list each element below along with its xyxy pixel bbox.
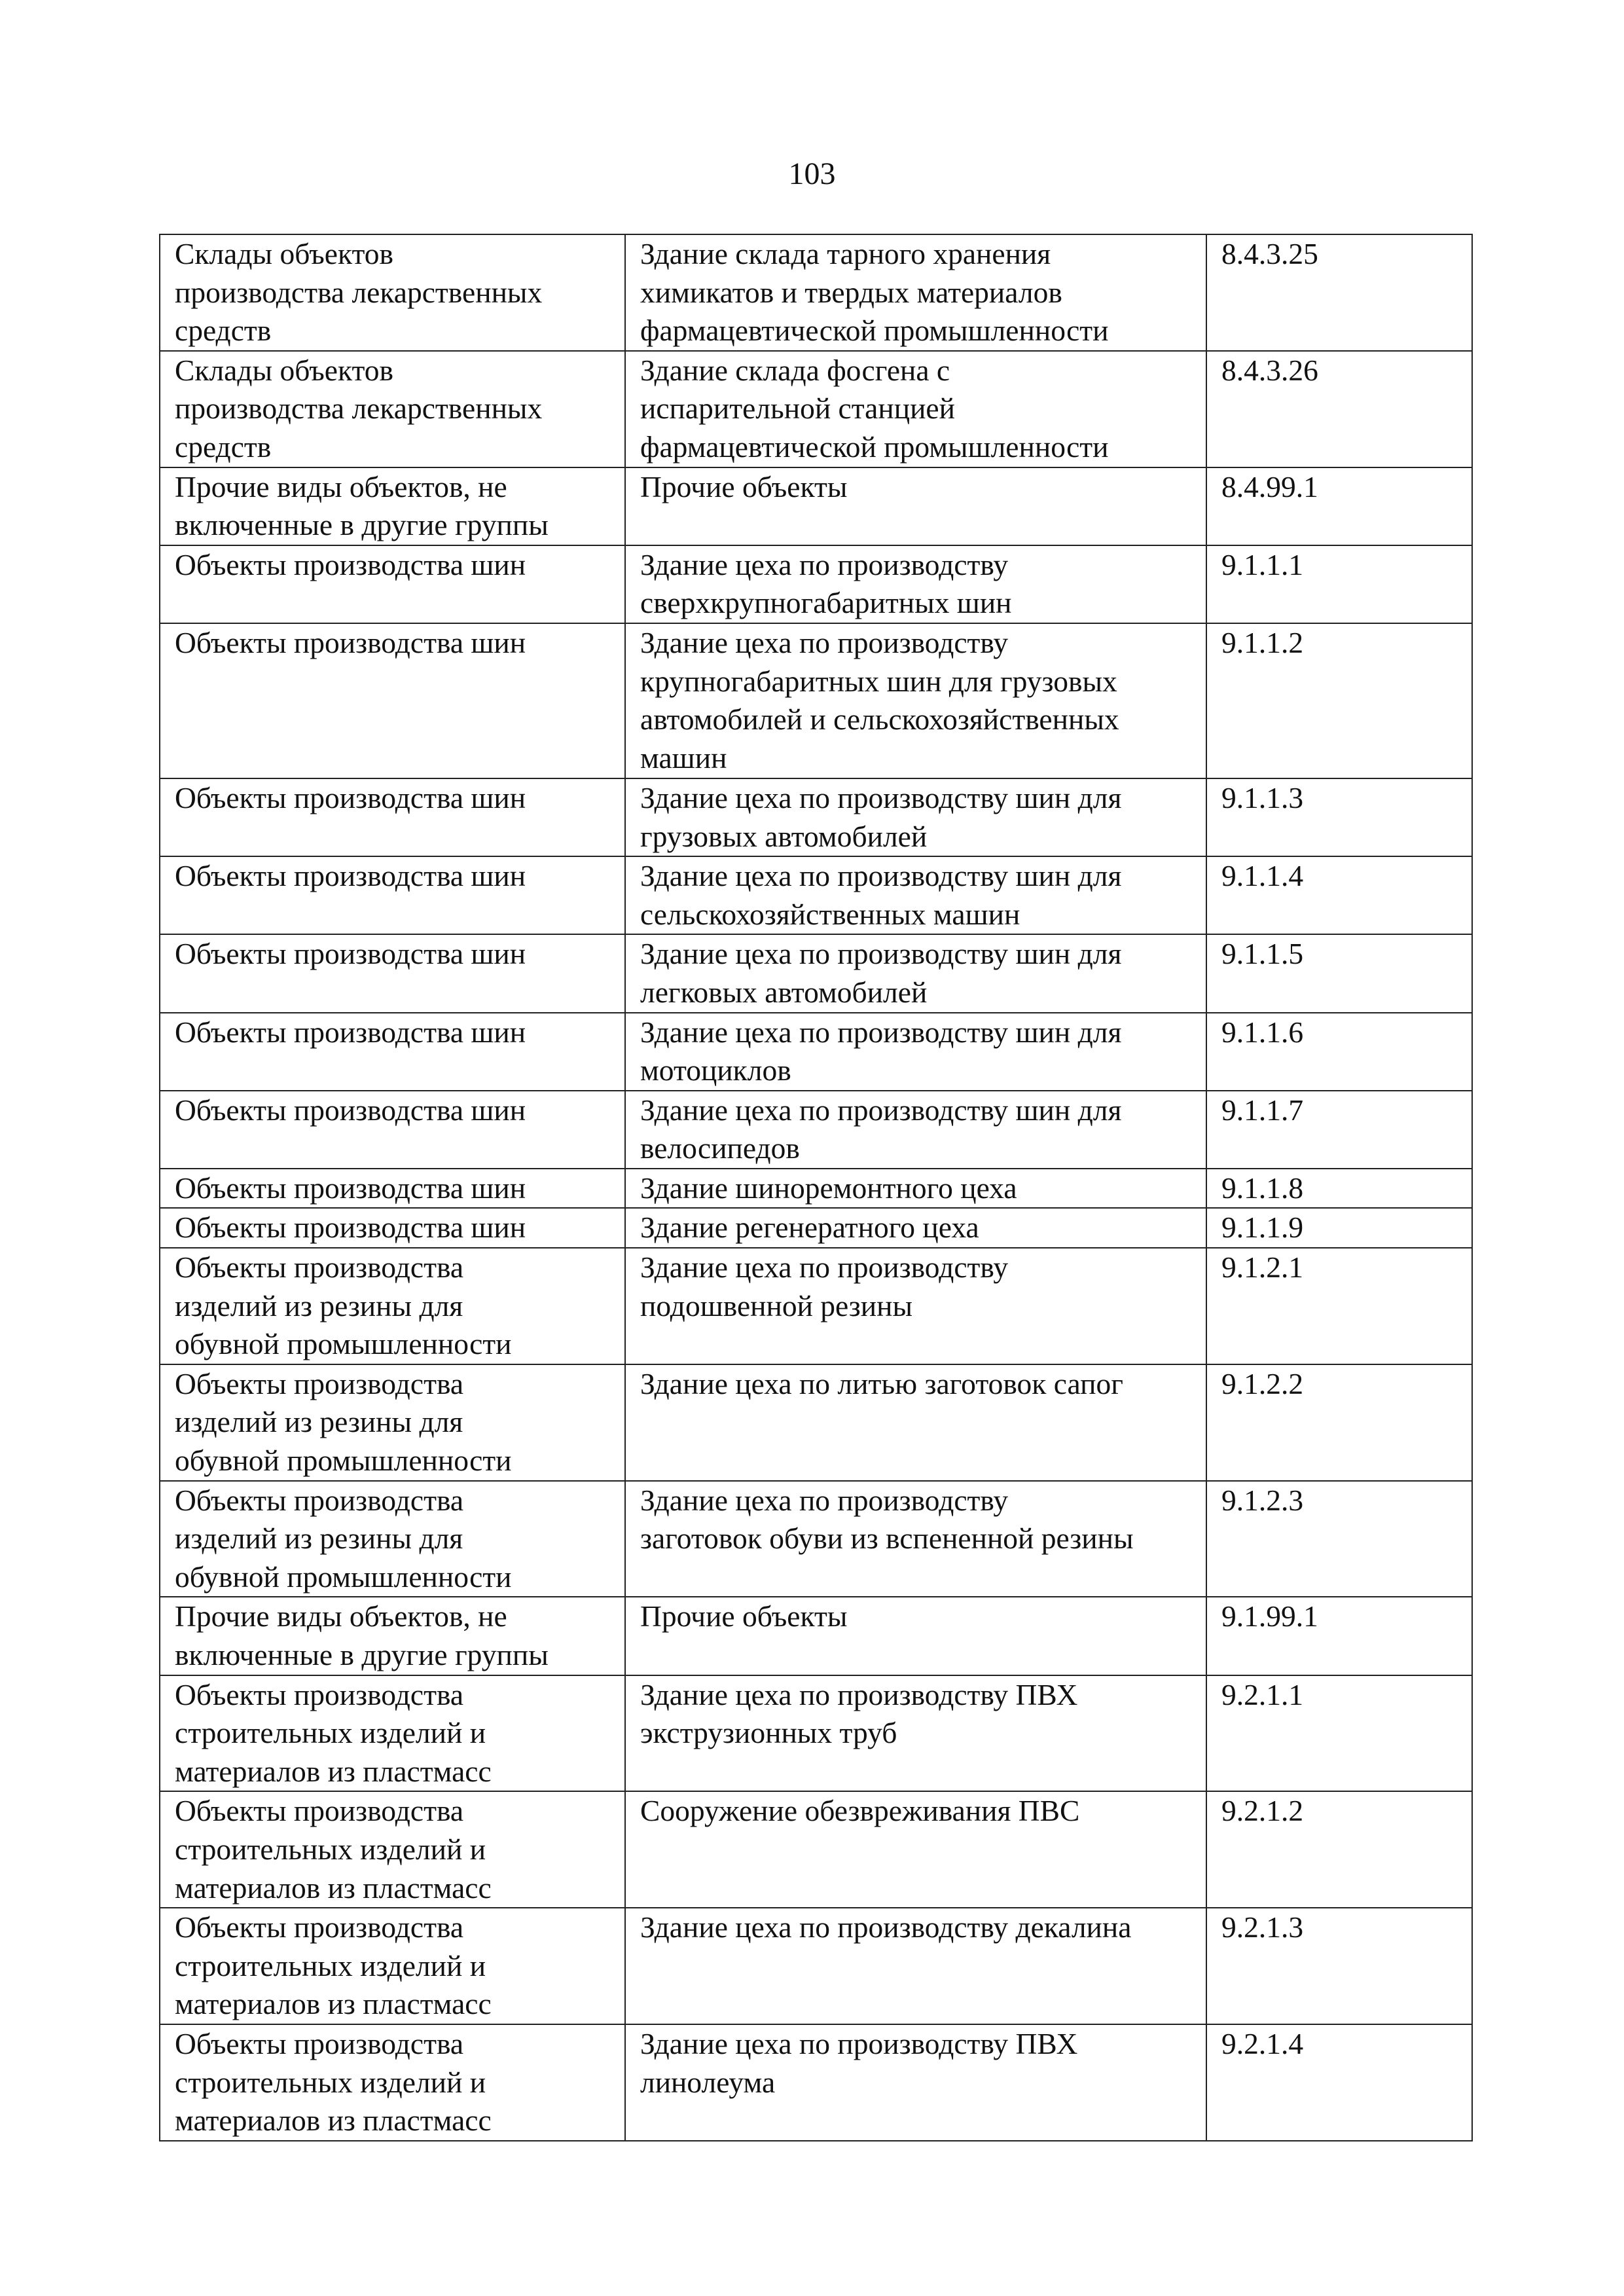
object-category-cell: Объекты производства строительных изделий и материалов из пластмасс	[160, 1791, 625, 1908]
object-code-cell: 9.1.99.1	[1206, 1597, 1472, 1675]
object-code-cell: 9.1.1.1	[1206, 545, 1472, 623]
object-code-cell: 9.1.2.1	[1206, 1248, 1472, 1364]
table-row	[160, 2024, 1472, 2141]
object-description-cell: Здание шиноремонтного цеха	[625, 1169, 1206, 1209]
object-code-cell: 9.1.1.5	[1206, 934, 1472, 1012]
object-code-cell: 9.1.1.7	[1206, 1091, 1472, 1169]
table-row	[160, 234, 1472, 351]
object-code-cell: 8.4.3.26	[1206, 351, 1472, 467]
object-description-cell: Сооружение обезвреживания ПВС	[625, 1791, 1206, 1908]
object-category-cell: Объекты производства шин	[160, 545, 625, 623]
object-description-cell: Здание цеха по литью заготовок сапог	[625, 1364, 1206, 1481]
object-code-cell: 9.2.1.3	[1206, 1908, 1472, 2024]
object-category-cell: Склады объектов производства лекарственных средств	[160, 234, 625, 351]
object-description-cell: Здание регенератного цеха	[625, 1208, 1206, 1248]
object-description-cell: Здание цеха по производству ПВХ линолеума	[625, 2024, 1206, 2141]
object-code-cell: 9.1.2.3	[1206, 1481, 1472, 1597]
object-category-cell: Объекты производства строительных изделий и материалов из пластмасс	[160, 1675, 625, 1792]
object-classification-table	[159, 234, 1473, 2141]
object-description-cell: Здание цеха по производству шин для мотоциклов	[625, 1013, 1206, 1091]
table-row	[160, 1013, 1472, 1091]
object-code-cell: 9.2.1.2	[1206, 1791, 1472, 1908]
object-code-cell: 9.1.1.6	[1206, 1013, 1472, 1091]
object-description-cell: Здание цеха по производству шин для велосипедов	[625, 1091, 1206, 1169]
object-description-cell: Прочие объекты	[625, 1597, 1206, 1675]
table-row	[160, 1091, 1472, 1169]
table-row	[160, 1248, 1472, 1364]
object-description-cell: Здание цеха по производству ПВХ экструзионных труб	[625, 1675, 1206, 1792]
object-category-cell: Объекты производства строительных изделий и материалов из пластмасс	[160, 1908, 625, 2024]
table-row	[160, 1791, 1472, 1908]
page-number: 103	[788, 156, 836, 191]
object-code-cell: 8.4.99.1	[1206, 467, 1472, 545]
object-description-cell: Здание цеха по производству подошвенной резины	[625, 1248, 1206, 1364]
object-code-cell: 9.1.1.4	[1206, 856, 1472, 934]
object-category-cell: Склады объектов производства лекарственных средств	[160, 351, 625, 467]
object-code-cell: 9.2.1.1	[1206, 1675, 1472, 1792]
table-row	[160, 856, 1472, 934]
table-row	[160, 778, 1472, 856]
table-row	[160, 623, 1472, 778]
object-description-cell: Здание цеха по производству шин для легковых автомобилей	[625, 934, 1206, 1012]
object-category-cell: Объекты производства строительных изделий и материалов из пластмасс	[160, 2024, 625, 2141]
table-row	[160, 1169, 1472, 1209]
object-description-cell: Здание склада тарного хранения химикатов и твердых материалов фармацевтической промышленности	[625, 234, 1206, 351]
object-code-cell: 9.1.1.9	[1206, 1208, 1472, 1248]
object-category-cell: Объекты производства шин	[160, 1091, 625, 1169]
table-row	[160, 1597, 1472, 1675]
table-row	[160, 1208, 1472, 1248]
object-code-cell: 9.1.1.3	[1206, 778, 1472, 856]
object-description-cell: Здание цеха по производству шин для грузовых автомобилей	[625, 778, 1206, 856]
object-description-cell: Здание цеха по производству шин для сельскохозяйственных машин	[625, 856, 1206, 934]
object-code-cell: 9.2.1.4	[1206, 2024, 1472, 2141]
object-category-cell: Прочие виды объектов, не включенные в другие группы	[160, 467, 625, 545]
object-category-cell: Объекты производства шин	[160, 623, 625, 778]
object-category-cell: Объекты производства шин	[160, 1208, 625, 1248]
object-description-cell: Здание цеха по производству декалина	[625, 1908, 1206, 2024]
object-description-cell: Здание цеха по производству крупногабаритных шин для грузовых автомобилей и сельскохозяйственных машин	[625, 623, 1206, 778]
table-row	[160, 1364, 1472, 1481]
table-row	[160, 351, 1472, 467]
object-category-cell: Объекты производства изделий из резины для обувной промышленности	[160, 1481, 625, 1597]
object-category-cell: Прочие виды объектов, не включенные в другие группы	[160, 1597, 625, 1675]
object-description-cell: Здание склада фосгена с испарительной станцией фармацевтической промышленности	[625, 351, 1206, 467]
object-code-cell: 9.1.1.2	[1206, 623, 1472, 778]
object-code-cell: 8.4.3.25	[1206, 234, 1472, 351]
object-description-cell: Здание цеха по производству сверхкрупногабаритных шин	[625, 545, 1206, 623]
object-category-cell: Объекты производства изделий из резины для обувной промышленности	[160, 1364, 625, 1481]
object-category-cell: Объекты производства шин	[160, 1013, 625, 1091]
table-row	[160, 467, 1472, 545]
object-category-cell: Объекты производства шин	[160, 934, 625, 1012]
object-category-cell: Объекты производства шин	[160, 778, 625, 856]
object-category-cell: Объекты производства шин	[160, 856, 625, 934]
table-row	[160, 545, 1472, 623]
table-row	[160, 1481, 1472, 1597]
object-description-cell: Здание цеха по производству заготовок обуви из вспененной резины	[625, 1481, 1206, 1597]
table-row	[160, 1675, 1472, 1792]
object-category-cell: Объекты производства изделий из резины для обувной промышленности	[160, 1248, 625, 1364]
table-row	[160, 1908, 1472, 2024]
object-code-cell: 9.1.2.2	[1206, 1364, 1472, 1481]
object-category-cell: Объекты производства шин	[160, 1169, 625, 1209]
object-description-cell: Прочие объекты	[625, 467, 1206, 545]
table-body	[160, 234, 1472, 2141]
table-row	[160, 934, 1472, 1012]
object-code-cell: 9.1.1.8	[1206, 1169, 1472, 1209]
